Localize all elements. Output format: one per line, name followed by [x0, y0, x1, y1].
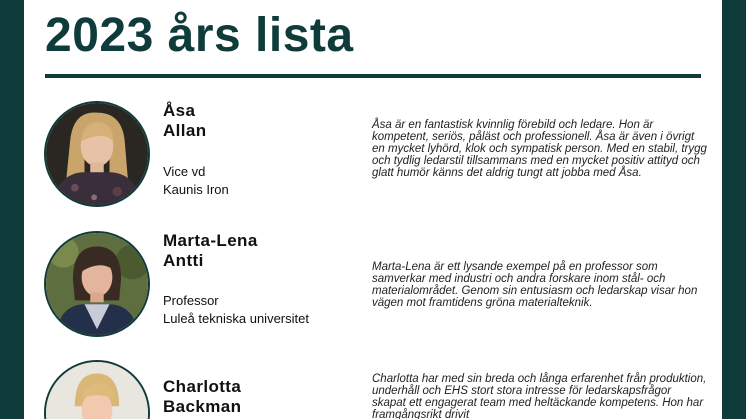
person-first-name: Marta-Lena [163, 231, 258, 250]
portrait-photo [44, 360, 150, 419]
person-entry [24, 360, 722, 419]
portrait-photo [44, 231, 150, 337]
page [24, 0, 722, 419]
person-description: Marta-Lena är ett lysande exempel på en professor som samverkar med industri och andra forskare inom stål- och materialområdet. Genom sin entusiasm och ledarskap visar hon vägen mot framtidens gröna materialteknik. [372, 261, 698, 309]
title-divider [45, 74, 701, 78]
person-name [163, 377, 313, 417]
page-title: 2023 års lista [45, 9, 354, 62]
person-last-name: Antti [163, 251, 204, 270]
person-last-name: Allan [163, 121, 207, 140]
person-organization: Kaunis Iron [163, 182, 229, 197]
person-role: Vice vd [163, 164, 206, 179]
person-first-name: Åsa [163, 101, 196, 120]
person-role: Professor [163, 293, 219, 308]
person-entry [24, 101, 722, 221]
portrait-illustration [46, 233, 148, 335]
person-description: Charlotta har med sin breda och långa erfarenhet från produktion, underhåll och EHS stort stora intresse för ledarskapsfrågor skapat ett engagerat team med heltäckande kompetens. Hon har framgångsrikt drivit [372, 373, 707, 419]
person-name [163, 231, 313, 271]
person-first-name: Charlotta [163, 377, 242, 396]
portrait-illustration [46, 103, 148, 205]
portrait-illustration [46, 362, 148, 419]
person-organization: Luleå tekniska universitet [163, 311, 309, 326]
person-entry [24, 231, 722, 351]
person-last-name: Backman [163, 397, 242, 416]
person-name [163, 101, 313, 141]
person-description: Åsa är en fantastisk kvinnlig förebild och ledare. Hon är kompetent, seriös, påläst och professionell. Åsa är även i övrigt en mycket lyhörd, klok och sympatisk person. Med en stabil, trygg och tydlig ledarstil tillsammans med en mycket positiv attityd och glatt humör känns det aldrig tungt att jobba med Åsa. [372, 119, 707, 179]
portrait-photo [44, 101, 150, 207]
